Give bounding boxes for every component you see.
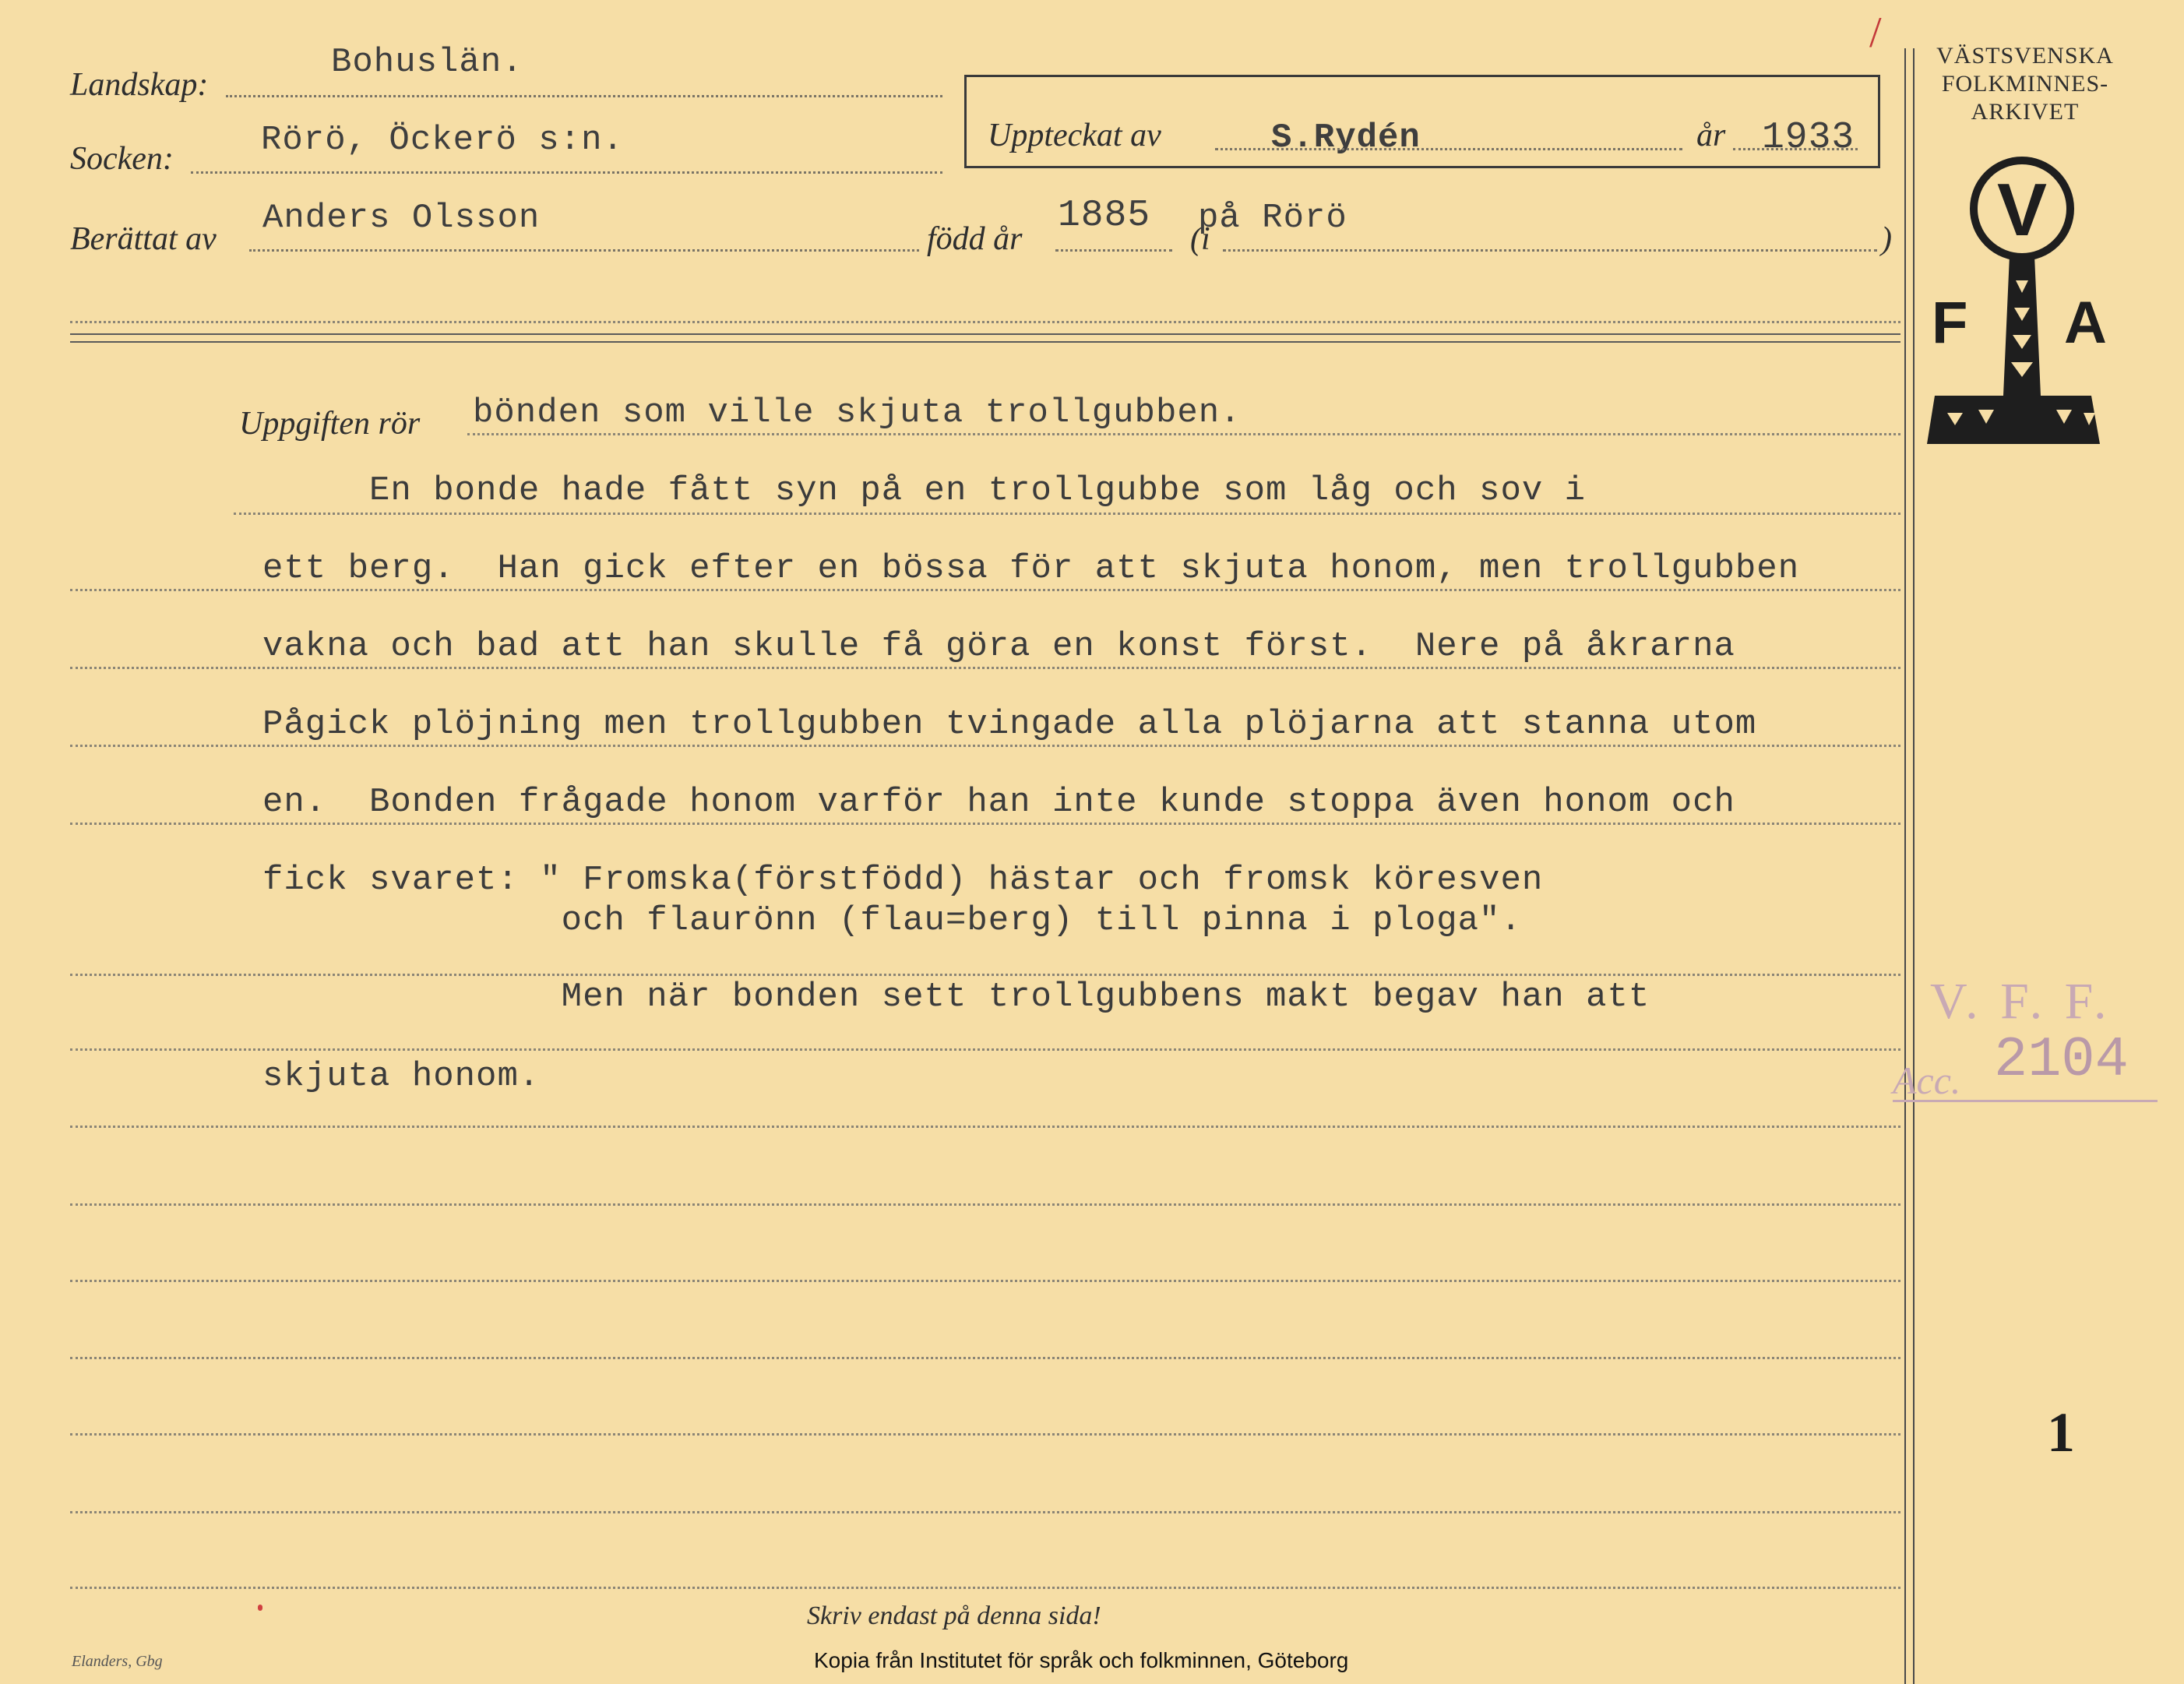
narrator-value: Anders Olsson — [262, 199, 541, 238]
body-line-5: en. Bonden frågade honom varför han inte kunde stoppa även honom och — [262, 783, 1735, 822]
header-rule-2 — [70, 341, 1900, 343]
empty-rule-6 — [70, 1587, 1900, 1589]
archive-line-2: FOLKMINNES- — [1941, 71, 2109, 97]
narrator-label: Berättat av — [70, 221, 217, 257]
recorder-dotted-line — [1215, 148, 1682, 150]
body-rule-1 — [234, 513, 1900, 515]
place-dotted-line — [1223, 249, 1877, 252]
body-rule-2 — [70, 589, 1900, 591]
archive-logo — [1916, 148, 2134, 460]
place-open: (i — [1190, 221, 1210, 257]
archive-line-3: ARKIVET — [1971, 99, 2080, 125]
archive-name — [1920, 42, 2130, 126]
body-line-7: och flaurönn (flau=berg) till pinna i ploga". — [262, 901, 1522, 940]
body-line-9: skjuta honom. — [262, 1057, 541, 1096]
logo-v-letter: V — [1996, 168, 2048, 252]
header-rule-1 — [70, 333, 1900, 335]
body-rule-6 — [70, 974, 1900, 976]
born-label: född år — [927, 221, 1023, 257]
empty-rule-3 — [70, 1357, 1900, 1359]
subject-label: Uppgiften rör — [239, 406, 421, 442]
landskap-dotted-line — [226, 95, 942, 97]
body-line-6: fick svaret: " Fromska(förstfödd) hästar och fromsk köresven — [262, 861, 1544, 900]
stamp-acc-number: 2104 — [1994, 1028, 2129, 1092]
body-rule-5 — [70, 823, 1900, 825]
landskap-label: Landskap: — [70, 67, 209, 103]
body-line-4: Pågick plöjning men trollgubben tvingade alla plöjarna att stanna utom — [262, 705, 1757, 744]
socken-label: Socken: — [70, 141, 174, 177]
year-value: 1933 — [1762, 117, 1855, 159]
empty-rule-5 — [70, 1511, 1900, 1513]
empty-rule-1 — [70, 1203, 1900, 1206]
born-value: 1885 — [1058, 195, 1151, 237]
red-speck — [258, 1605, 262, 1611]
corner-mark: / — [1869, 9, 1882, 57]
header-dotted-rule — [70, 321, 1900, 323]
recorder-label: Uppteckat av — [988, 118, 1161, 153]
right-margin-line-2 — [1913, 48, 1915, 1684]
place-value: på Rörö — [1198, 199, 1347, 238]
logo-a-letter: A — [2064, 290, 2107, 356]
archive-line-1: VÄSTSVENSKA — [1936, 43, 2114, 69]
right-margin-line-1 — [1904, 48, 1906, 1684]
body-line-3: vakna och bad att han skulle få göra en konst först. Nere på åkrarna — [262, 627, 1735, 666]
body-rule-8 — [70, 1126, 1900, 1128]
body-line-2: ett berg. Han gick efter en bössa för att skjuta honom, men trollgubben — [262, 549, 1800, 588]
page-number: 1 — [2047, 1401, 2075, 1464]
place-close: ) — [1881, 221, 1892, 257]
copy-notice: Kopia från Institutet för språk och folkminnen, Göteborg — [814, 1648, 1349, 1672]
footer-instruction: Skriv endast på denna sida! — [807, 1601, 1101, 1630]
born-dotted-line — [1055, 249, 1172, 252]
year-label: år — [1696, 118, 1726, 153]
socken-dotted-line — [191, 171, 942, 174]
logo-f-letter: F — [1932, 290, 1968, 356]
recorder-value: S.Rydén — [1271, 118, 1421, 157]
body-rule-3 — [70, 667, 1900, 669]
body-line-8: Men när bonden sett trollgubbens makt begav han att — [262, 978, 1650, 1016]
socken-value: Rörö, Öckerö s:n. — [261, 121, 624, 160]
landskap-value: Bohuslän. — [331, 43, 523, 82]
body-rule-7 — [70, 1048, 1900, 1051]
year-dotted-line — [1733, 148, 1858, 150]
stamp-underline — [1893, 1100, 2158, 1102]
empty-rule-4 — [70, 1433, 1900, 1436]
narrator-dotted-line — [249, 249, 919, 252]
subject-dotted-line — [467, 433, 1900, 435]
body-line-1: En bonde hade fått syn på en trollgubbe som låg och sov i — [262, 471, 1587, 510]
subject-value: bönden som ville skjuta trollgubben. — [473, 393, 1242, 432]
empty-rule-2 — [70, 1280, 1900, 1282]
body-rule-4 — [70, 745, 1900, 747]
printer-mark: Elanders, Gbg — [72, 1653, 163, 1670]
stamp-acc-label: Acc. — [1893, 1059, 1961, 1102]
stamp-vff: V. F. F. — [1930, 973, 2112, 1030]
